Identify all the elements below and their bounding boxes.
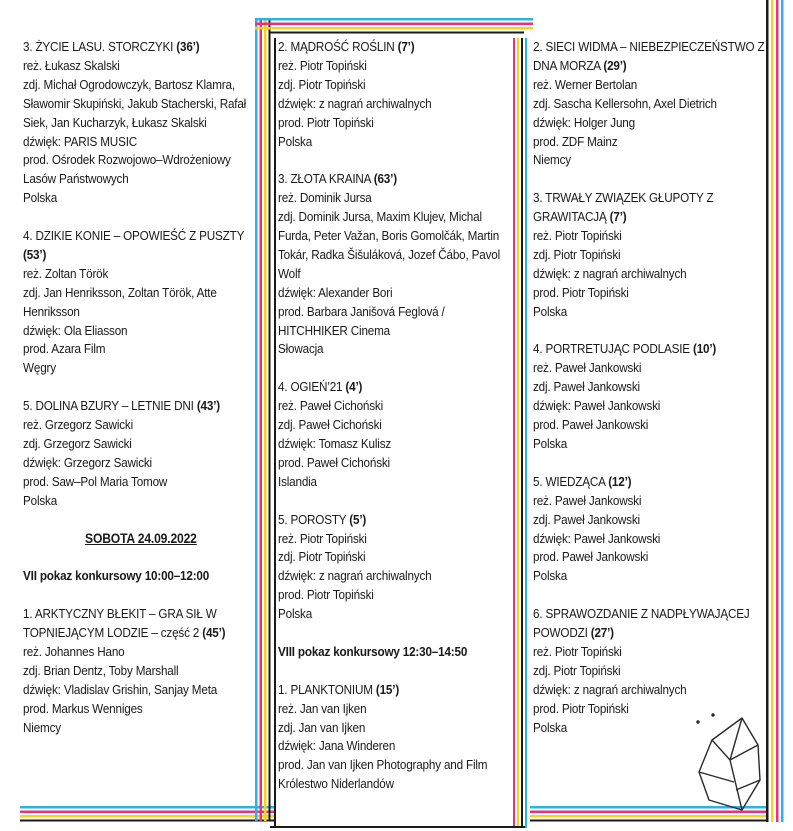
film-title-line <box>278 170 515 189</box>
film-entry <box>533 605 771 737</box>
film-duration: (45’) <box>202 625 226 641</box>
credit-line: prod. Jan van Ijken Photography and Film <box>278 757 488 773</box>
film-title: 1. ARKTYCZNY BŁEKIT – GRA SIŁ W TOPNIEJĄCYM LODZIE – część 2 <box>23 606 217 641</box>
film-title-line <box>278 378 515 397</box>
credit-line: Niemcy <box>23 719 61 735</box>
film-duration: (7’) <box>397 39 415 54</box>
film-title-line <box>23 605 259 643</box>
film-title: 1. PLANKTONIUM <box>278 681 373 697</box>
film-entry <box>533 38 771 170</box>
credit-line: Polska <box>533 568 568 584</box>
credit-line: zdj. Dominik Jursa, Maxim Klujev, Michal Furda, Peter Važan, Boris Gomolčák, Martin Tokár, Radka Šišuláková, Jozef Čábo, Pavol Wolf <box>278 209 501 281</box>
column-3 <box>533 38 771 756</box>
credit-line: zdj. Jan Henriksson, Zoltan Török, Atte Henriksson <box>23 284 217 319</box>
film-title: 3. TRWAŁY ZWIĄZEK GŁUPOTY Z GRAWITACJĄ <box>533 190 714 225</box>
credit-line: dźwięk: z nagrań archiwalnych <box>278 95 432 111</box>
credit-line: dźwięk: Tomasz Kulisz <box>278 436 392 451</box>
day-heading: SOBOTA 24.09.2022 <box>85 530 197 546</box>
credit-line: reż. Piotr Topiński <box>533 228 622 244</box>
credit-line: prod. Piotr Topiński <box>533 284 629 300</box>
film-entry <box>23 397 259 510</box>
film-duration: (27’) <box>590 625 614 641</box>
film-duration: (63’) <box>373 171 397 187</box>
credit-line: Słowacja <box>278 341 324 357</box>
film-title: 4. PORTRETUJĄC PODLASIE <box>533 341 690 357</box>
film-title: 6. SPRAWOZDANIE Z NADPŁYWAJĄCEJ POWODZI <box>533 606 750 641</box>
film-title: 5. POROSTY <box>278 511 347 527</box>
stripe-bottom-left <box>20 806 275 822</box>
credit-line: prod. Barbara Janišová Feglová / HITCHHIKER Cinema <box>278 303 445 338</box>
film-title-line <box>23 38 259 57</box>
credit-line: prod. Paweł Jankowski <box>533 549 649 565</box>
credit-line: Węgry <box>23 360 56 376</box>
film-entry <box>23 605 259 737</box>
film-title: 4. DZIKIE KONIE – OPOWIEŚĆ Z PUSZTY <box>23 228 245 244</box>
film-duration: (10’) <box>692 341 717 357</box>
credit-line: reż. Paweł Jankowski <box>533 360 642 376</box>
film-title-line <box>23 397 259 416</box>
credit-line: dźwięk: z nagrań archiwalnych <box>533 681 687 697</box>
film-entry <box>278 170 515 359</box>
film-duration: (5’) <box>349 511 367 527</box>
credit-line: dźwięk: z nagrań archiwalnych <box>533 265 687 281</box>
credit-line: prod. Saw–Pol Maria Tomow <box>23 473 168 489</box>
credit-line: zdj. Sascha Kellersohn, Axel Dietrich <box>533 95 717 111</box>
credit-line: reż. Piotr Topiński <box>533 643 622 659</box>
credit-line: zdj. Paweł Cichoński <box>278 417 382 433</box>
credit-line: zdj. Grzegorz Sawicki <box>23 436 132 451</box>
credit-line: zdj. Paweł Jankowski <box>533 511 640 527</box>
credit-line: prod. Azara Film <box>23 341 106 357</box>
film-title-line <box>533 605 771 643</box>
credit-line: dźwięk: Holger Jung <box>533 114 635 130</box>
credit-line: reż. Łukasz Skalski <box>23 57 120 73</box>
film-entry <box>23 38 259 208</box>
credit-line: reż. Paweł Cichoński <box>278 398 384 414</box>
film-title: 3. ŻYCIE LASU. STORCZYKI <box>23 39 174 54</box>
credit-line: Królestwo Niderlandów <box>278 776 394 792</box>
film-duration: (43’) <box>196 398 220 414</box>
credit-line: zdj. Jan van Ijken <box>278 719 366 735</box>
credit-line: reż. Piotr Topiński <box>278 57 367 73</box>
credit-line: reż. Zoltan Török <box>23 265 109 281</box>
credit-line: prod. ZDF Mainz <box>533 133 618 149</box>
film-title-line <box>23 227 259 265</box>
credit-line: zdj. Piotr Topiński <box>278 76 366 92</box>
credit-line: Polska <box>533 719 568 735</box>
film-title-line <box>278 511 515 530</box>
credit-line: dźwięk: Grzegorz Sawicki <box>23 454 152 470</box>
credit-line: prod. Markus Wenniges <box>23 700 143 716</box>
credit-line: dźwięk: Alexander Bori <box>278 284 393 300</box>
credit-line: Polska <box>23 190 58 206</box>
film-title-line <box>533 340 771 359</box>
credit-line: Niemcy <box>533 152 571 168</box>
film-title: 3. ZŁOTA KRAINA <box>278 171 371 187</box>
film-entry <box>533 189 771 321</box>
stripe-bottom-middle <box>270 826 525 828</box>
film-entry <box>533 340 771 453</box>
credit-line: prod. Paweł Cichoński <box>278 454 390 470</box>
credit-line: reż. Paweł Jankowski <box>533 492 642 508</box>
credit-line: dźwięk: Paweł Jankowski <box>533 398 661 414</box>
credit-line: Polska <box>23 492 58 508</box>
film-duration: (36’) <box>176 39 200 54</box>
screening-slot-heading: VII pokaz konkursowy 10:00–12:00 <box>23 568 210 584</box>
column-1 <box>23 38 259 756</box>
credit-line: reż. Grzegorz Sawicki <box>23 417 134 433</box>
credit-line: Polska <box>533 303 568 319</box>
stripe-bottom-right <box>530 806 768 822</box>
credit-line: reż. Piotr Topiński <box>278 530 367 546</box>
film-title-line <box>278 681 515 700</box>
film-entry <box>23 227 259 378</box>
film-title-line <box>278 38 515 57</box>
credit-line: Polska <box>533 436 568 451</box>
film-entry <box>278 38 515 151</box>
credit-line: prod. Piotr Topiński <box>278 587 374 603</box>
credit-line: Polska <box>278 133 313 149</box>
film-title: 2. SIECI WIDMA – NIEBEZPIECZEŃSTWO Z DNA MORZA <box>533 39 765 73</box>
credit-line: dźwięk: z nagrań archiwalnych <box>278 568 432 584</box>
credit-line: dźwięk: PARIS MUSIC <box>23 133 138 149</box>
film-title-line <box>533 38 771 76</box>
film-duration: (15’) <box>375 681 400 697</box>
stripe-top-middle <box>255 18 533 34</box>
film-title: 5. DOLINA BZURY – LETNIE DNI <box>23 398 194 414</box>
credit-line: dźwięk: Paweł Jankowski <box>533 530 661 546</box>
credit-line: Polska <box>278 606 313 622</box>
credit-line: zdj. Brian Dentz, Toby Marshall <box>23 662 179 678</box>
credit-line: dźwięk: Jana Winderen <box>278 738 396 754</box>
film-title: 4. OGIEŃ’21 <box>278 379 343 395</box>
screening-slot-heading: VIII pokaz konkursowy 12:30–14:50 <box>278 643 468 659</box>
column-2 <box>278 38 515 813</box>
credit-line: reż. Johannes Hano <box>23 643 125 659</box>
credit-line: Islandia <box>278 473 317 489</box>
credit-line: zdj. Paweł Jankowski <box>533 379 640 395</box>
credit-line: prod. Paweł Jankowski <box>533 417 649 433</box>
credit-line: zdj. Piotr Topiński <box>533 246 621 262</box>
film-title: 5. WIEDZĄCA <box>533 473 606 489</box>
film-entry <box>278 511 515 624</box>
film-title-line <box>533 473 771 492</box>
film-duration: (12’) <box>608 473 632 489</box>
film-duration: (4’) <box>345 379 363 395</box>
credit-line: dźwięk: Ola Eliasson <box>23 322 128 338</box>
film-duration: (29’) <box>603 57 627 73</box>
film-duration: (7’) <box>609 209 627 225</box>
film-title: 2. MĄDROŚĆ ROŚLIN <box>278 39 395 54</box>
credit-line: zdj. Piotr Topiński <box>278 549 366 565</box>
film-entry <box>278 378 515 491</box>
credit-line: zdj. Michał Ogrodowczyk, Bartosz Klamra, Sławomir Skupiński, Jakub Stacherski, Rafał Siek, Jan Kucharzyk, Łukasz Skalski <box>23 76 247 130</box>
credit-line: reż. Dominik Jursa <box>278 190 372 206</box>
credit-line: prod. Piotr Topiński <box>533 700 629 716</box>
credit-line: dźwięk: Vladislav Grishin, Sanjay Meta <box>23 681 218 697</box>
credit-line: zdj. Piotr Topiński <box>533 662 621 678</box>
film-duration: (53’) <box>23 246 47 262</box>
film-entry <box>533 473 771 586</box>
credit-line: prod. Ośrodek Rozwojowo–Wdrożeniowy Lasów Państwowych <box>23 152 231 187</box>
film-title-line <box>533 189 771 227</box>
credit-line: reż. Werner Bertolan <box>533 76 638 92</box>
credit-line: reż. Jan van Ijken <box>278 700 367 716</box>
credit-line: prod. Piotr Topiński <box>278 114 374 130</box>
film-entry <box>278 681 515 794</box>
